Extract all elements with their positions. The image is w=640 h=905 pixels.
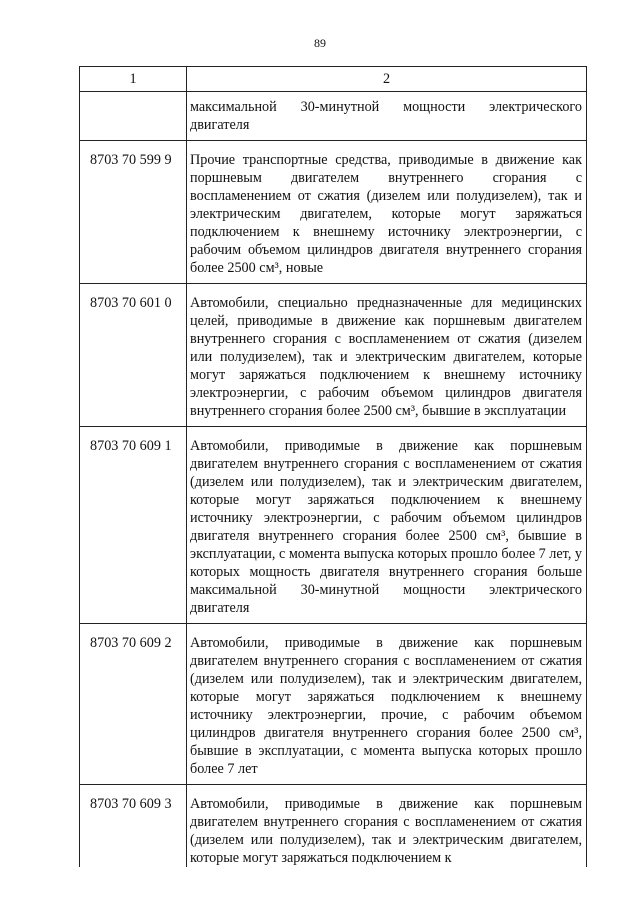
column-header-code: 1 xyxy=(80,67,187,92)
row-description: Прочие транспортные средства, приводимые в движение как поршневым двигателем внутреннего сгорания с воспламенением от сжатия (дизелем или полудизелем), так и электрическим двигателем, которые могут заряжаться подключением к внешнему источнику электроэнергии, с рабочим объемом цилиндров двигателя внутреннего сгорания более 2500 см³, новые xyxy=(187,141,587,284)
table-row xyxy=(80,284,587,427)
page-number: 89 xyxy=(314,36,326,50)
row-code xyxy=(80,92,187,141)
tariff-table xyxy=(79,66,587,867)
row-code: 8703 70 599 9 xyxy=(80,141,187,284)
row-code: 8703 70 609 2 xyxy=(80,624,187,785)
row-description: Автомобили, приводимые в движение как поршневым двигателем внутреннего сгорания с воспламенением от сжатия (дизелем или полудизелем), так и электрическим двигателем, которые могут заряжаться подключением к внешнему источнику электроэнергии, прочие, с рабочим объемом цилиндров двигателя внутреннего сгорания более 2500 см³, бывшие в эксплуатации, с момента выпуска которых прошло более 7 лет xyxy=(187,624,587,785)
row-code: 8703 70 609 3 xyxy=(80,785,187,868)
row-description: Автомобили, специально предназначенные для медицинских целей, приводимые в движение как поршневым двигателем внутреннего сгорания с воспламенением от сжатия (дизелем или полудизелем), так и электрическим двигателем, которые могут заряжаться подключением к внешнему источнику электроэнергии, с рабочим объемом цилиндров двигателя внутреннего сгорания более 2500 см³, бывшие в эксплуатации xyxy=(187,284,587,427)
table-row xyxy=(80,624,587,785)
table-row xyxy=(80,427,587,624)
column-header-description: 2 xyxy=(187,67,587,92)
row-code: 8703 70 609 1 xyxy=(80,427,187,624)
row-description: максимальной 30-минутной мощности электрического двигателя xyxy=(187,92,587,141)
row-description: Автомобили, приводимые в движение как поршневым двигателем внутреннего сгорания с воспламенением от сжатия (дизелем или полудизелем), так и электрическим двигателем, которые могут заряжаться подключением к внешнему источнику электроэнергии, с рабочим объемом цилиндров двигателя внутреннего сгорания более 2500 см³, бывшие в эксплуатации, с момента выпуска которых прошло более 7 лет, у которых мощность двигателя внутреннего сгорания больше максимальной 30-минутной мощности электрического двигателя xyxy=(187,427,587,624)
table-header-row xyxy=(80,67,587,92)
table-row xyxy=(80,141,587,284)
row-code: 8703 70 601 0 xyxy=(80,284,187,427)
table-row xyxy=(80,92,587,141)
row-description: Автомобили, приводимые в движение как поршневым двигателем внутреннего сгорания с воспламенением от сжатия (дизелем или полудизелем), так и электрическим двигателем, которые могут заряжаться подключением к xyxy=(187,785,587,868)
table-row xyxy=(80,785,587,868)
